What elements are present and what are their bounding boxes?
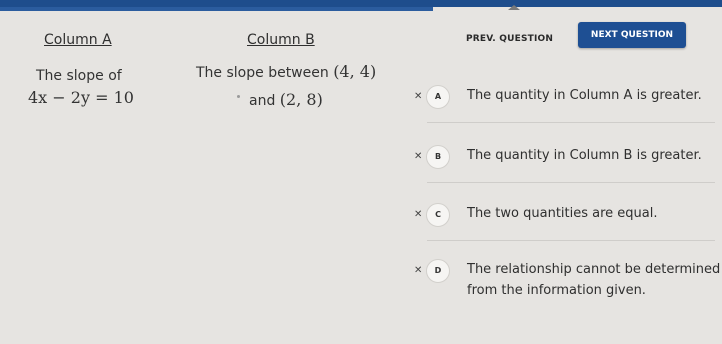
choice-d-bubble[interactable]: D: [426, 259, 450, 283]
column-a-heading: Column A: [44, 32, 112, 48]
prev-question-button[interactable]: PREV. QUESTION: [466, 34, 554, 44]
column-b-point-1: (4, 4): [333, 62, 377, 81]
choice-c-text[interactable]: The two quantities are equal.: [467, 206, 658, 221]
column-b-point-2: (2, 8): [279, 90, 323, 109]
column-a-equation: 4x − 2y = 10: [28, 88, 134, 107]
choice-divider: [427, 122, 715, 123]
answer-choice-a[interactable]: [414, 85, 720, 109]
choice-d-text[interactable]: The relationship cannot be determined from the information given.: [467, 262, 721, 298]
choice-a-text[interactable]: The quantity in Column A is greater.: [467, 88, 702, 103]
choice-b-bubble[interactable]: B: [426, 145, 450, 169]
choice-c-bubble[interactable]: C: [426, 203, 450, 227]
top-progress-bar: [0, 0, 722, 7]
column-b-text-line2: [249, 90, 323, 109]
answer-choice-c[interactable]: [414, 203, 720, 227]
choice-a-bubble[interactable]: A: [426, 85, 450, 109]
next-question-button[interactable]: NEXT QUESTION: [578, 22, 686, 48]
answer-choice-d[interactable]: [414, 259, 720, 325]
choice-b-text[interactable]: The quantity in Column B is greater.: [467, 148, 702, 163]
close-icon[interactable]: ✕: [414, 209, 423, 220]
close-icon[interactable]: ✕: [414, 91, 423, 102]
choice-divider: [427, 240, 715, 241]
cursor-dot: [237, 95, 240, 98]
top-bar-edge: [0, 7, 722, 11]
column-a-text: The slope of: [36, 68, 122, 84]
close-icon[interactable]: ✕: [414, 151, 423, 162]
close-icon[interactable]: ✕: [414, 265, 423, 276]
choice-divider: [427, 182, 715, 183]
column-b-text: [196, 62, 376, 81]
answer-choice-b[interactable]: [414, 145, 720, 169]
column-b-label: The slope between: [196, 65, 329, 81]
caret-up-icon: [508, 5, 520, 10]
column-b-heading: Column B: [247, 32, 315, 48]
column-b-and: and: [249, 93, 276, 109]
